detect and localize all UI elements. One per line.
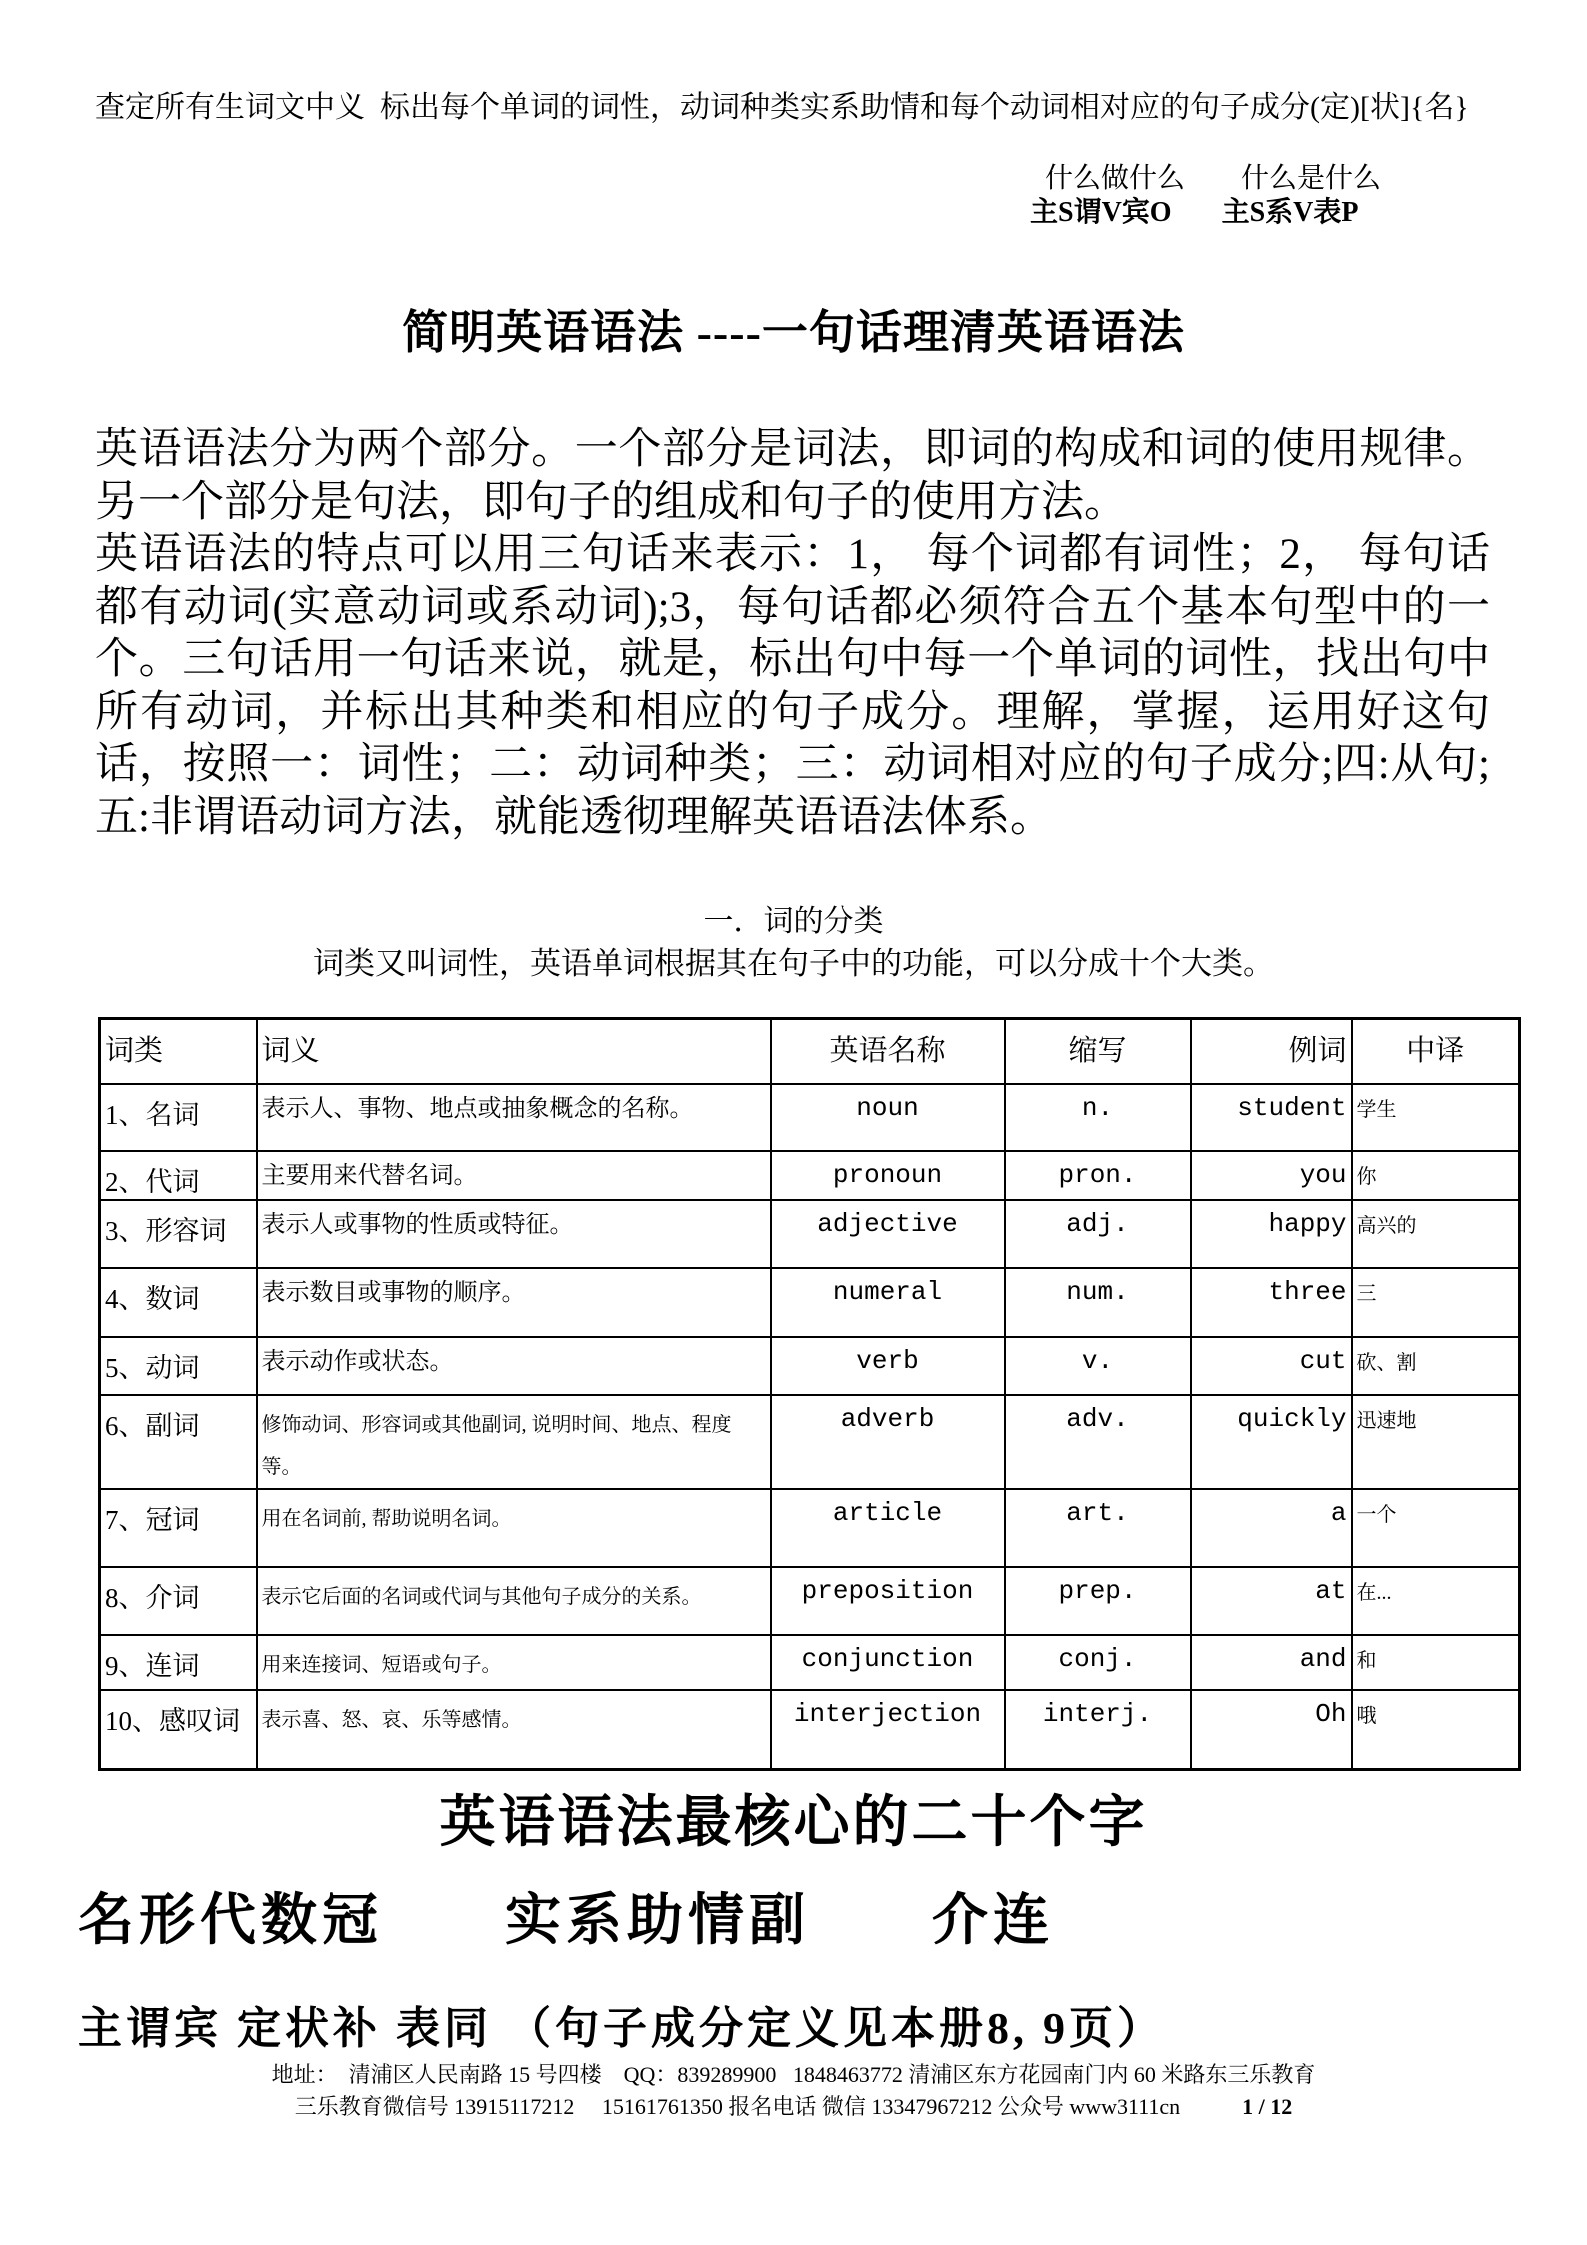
cell-english-name: preposition — [771, 1567, 1005, 1635]
annotation-is-what: 什么是什么 — [1241, 163, 1382, 194]
annotation-svo: 主S谓V宾O — [1030, 197, 1172, 228]
word-class-table — [98, 1017, 1521, 1771]
core-heading: 英语语法最核心的二十个字 — [439, 1792, 1148, 1854]
table-row — [100, 1635, 1520, 1690]
cell-abbreviation: adj. — [1005, 1200, 1191, 1268]
page-title: 简明英语语法 ----一句话理清英语语法 — [402, 307, 1185, 358]
cell-definition: 表示动作或状态。 — [257, 1337, 771, 1395]
cell-definition: 修饰动词、形容词或其他副词, 说明时间、地点、程度等。 — [257, 1395, 771, 1489]
cell-english-name: pronoun — [771, 1151, 1005, 1200]
cell-word-class: 2、代词 — [100, 1151, 257, 1200]
page-number: 1 / 12 — [1242, 2094, 1293, 2119]
cell-abbreviation: art. — [1005, 1489, 1191, 1567]
cell-example: quickly — [1191, 1395, 1352, 1489]
cell-definition: 表示喜、怒、哀、乐等感情。 — [257, 1690, 771, 1770]
cell-english-name: article — [771, 1489, 1005, 1567]
cell-chinese: 你 — [1352, 1151, 1520, 1200]
cell-example: at — [1191, 1567, 1352, 1635]
cell-example: Oh — [1191, 1690, 1352, 1770]
header-definition: 词义 — [257, 1019, 771, 1084]
cell-chinese: 和 — [1352, 1635, 1520, 1690]
cell-abbreviation: num. — [1005, 1268, 1191, 1337]
cell-word-class: 5、动词 — [100, 1337, 257, 1395]
header-annotation-line1: 查定所有生词文中义 标出每个单词的词性，动词种类实系助情和每个动词相对应的句子成分(定)[状]{名} — [95, 91, 1469, 124]
cell-english-name: noun — [771, 1084, 1005, 1151]
intro-paragraph-2: 英语语法的特点可以用三句话来表示：1， 每个词都有词性；2， 每句话都有动词(实意动词或系动词);3，每句话都必须符合五个基本句型中的一个。三句话用一句话来说，就是，标出句中每一个单词的词性，找出句中所有动词，并标出其种类和相应的句子成分。理解，掌握，运用好这句话，按照一：词性；二：动词种类；三：动词相对应的句子成分;四:从句;五:非谓语动词方法，就能透彻理解英语语法体系。 — [95, 531, 1490, 841]
cell-definition: 用来连接词、短语或句子。 — [257, 1635, 771, 1690]
table-row — [100, 1690, 1520, 1770]
cell-definition: 表示它后面的名词或代词与其他句子成分的关系。 — [257, 1567, 771, 1635]
cell-chinese: 高兴的 — [1352, 1200, 1520, 1268]
cell-chinese: 迅速地 — [1352, 1395, 1520, 1489]
cell-english-name: verb — [771, 1337, 1005, 1395]
cell-chinese: 一个 — [1352, 1489, 1520, 1567]
cell-abbreviation: n. — [1005, 1084, 1191, 1151]
cell-word-class: 8、介词 — [100, 1567, 257, 1635]
cell-word-class: 9、连词 — [100, 1635, 257, 1690]
cell-definition: 表示数目或事物的顺序。 — [257, 1268, 771, 1337]
table-row — [100, 1268, 1520, 1337]
cell-abbreviation: v. — [1005, 1337, 1191, 1395]
cell-example: and — [1191, 1635, 1352, 1690]
cell-example: cut — [1191, 1337, 1352, 1395]
intro-paragraph-1: 英语语法分为两个部分。一个部分是词法，即词的构成和词的使用规律。另一个部分是句法，即句子的组成和句子的使用方法。 — [95, 426, 1490, 526]
table-row — [100, 1151, 1520, 1200]
cell-abbreviation: prep. — [1005, 1567, 1191, 1635]
header-example: 例词 — [1191, 1019, 1352, 1084]
cell-english-name: adjective — [771, 1200, 1005, 1268]
cell-definition: 主要用来代替名词。 — [257, 1151, 771, 1200]
cell-example: a — [1191, 1489, 1352, 1567]
cell-english-name: adverb — [771, 1395, 1005, 1489]
cell-example: three — [1191, 1268, 1352, 1337]
cell-example: student — [1191, 1084, 1352, 1151]
cell-chinese: 在... — [1352, 1567, 1520, 1635]
header-abbreviation: 缩写 — [1005, 1019, 1191, 1084]
intro-paragraphs — [95, 424, 1490, 844]
cell-chinese: 三 — [1352, 1268, 1520, 1337]
header-chinese: 中译 — [1352, 1019, 1520, 1084]
cell-abbreviation: adv. — [1005, 1395, 1191, 1489]
core-characters-line: 名形代数冠 实系助情副 介连 — [78, 1890, 1054, 1952]
cell-word-class: 1、名词 — [100, 1084, 257, 1151]
footer-contact-line — [0, 2090, 1587, 2121]
table-row — [100, 1084, 1520, 1151]
cell-word-class: 4、数词 — [100, 1268, 257, 1337]
cell-abbreviation: pron. — [1005, 1151, 1191, 1200]
cell-word-class: 10、感叹词 — [100, 1690, 257, 1770]
core-sentence-elements-line: 主谓宾 定状补 表同 （句子成分定义见本册8, 9页） — [78, 2004, 1165, 2053]
cell-english-name: conjunction — [771, 1635, 1005, 1690]
table-row — [100, 1200, 1520, 1268]
table-row — [100, 1567, 1520, 1635]
cell-chinese: 哦 — [1352, 1690, 1520, 1770]
cell-abbreviation: conj. — [1005, 1635, 1191, 1690]
cell-word-class: 7、冠词 — [100, 1489, 257, 1567]
cell-example: happy — [1191, 1200, 1352, 1268]
table-header-row — [100, 1019, 1520, 1084]
cell-abbreviation: interj. — [1005, 1690, 1191, 1770]
cell-chinese: 学生 — [1352, 1084, 1520, 1151]
footer-contact-text: 三乐教育微信号 13915117212 15161761350 报名电话 微信 13347967212 公众号 www3111cn — [294, 2094, 1181, 2119]
cell-definition: 表示人或事物的性质或特征。 — [257, 1200, 771, 1268]
table-row — [100, 1337, 1520, 1395]
section-heading: 一．词的分类 — [703, 905, 884, 938]
cell-chinese: 砍、割 — [1352, 1337, 1520, 1395]
cell-english-name: numeral — [771, 1268, 1005, 1337]
cell-english-name: interjection — [771, 1690, 1005, 1770]
footer-address-line: 地址： 清浦区人民南路 15 号四楼 QQ：839289900 1848463772 清浦区东方花园南门内 60 米路东三乐教育 — [271, 2062, 1316, 2087]
annotation-do-what: 什么做什么 — [1045, 163, 1186, 194]
annotation-svp: 主S系V表P — [1221, 197, 1359, 228]
header-annotation-line3 — [1030, 190, 1358, 230]
section-subheading: 词类又叫词性，英语单词根据其在句子中的功能，可以分成十个大类。 — [313, 946, 1274, 981]
cell-definition: 表示人、事物、地点或抽象概念的名称。 — [257, 1084, 771, 1151]
cell-word-class: 6、副词 — [100, 1395, 257, 1489]
cell-example: you — [1191, 1151, 1352, 1200]
cell-word-class: 3、形容词 — [100, 1200, 257, 1268]
table-row — [100, 1489, 1520, 1567]
table-row — [100, 1395, 1520, 1489]
header-english-name: 英语名称 — [771, 1019, 1005, 1084]
cell-definition: 用在名词前, 帮助说明名词。 — [257, 1489, 771, 1567]
header-word-class: 词类 — [100, 1019, 257, 1084]
